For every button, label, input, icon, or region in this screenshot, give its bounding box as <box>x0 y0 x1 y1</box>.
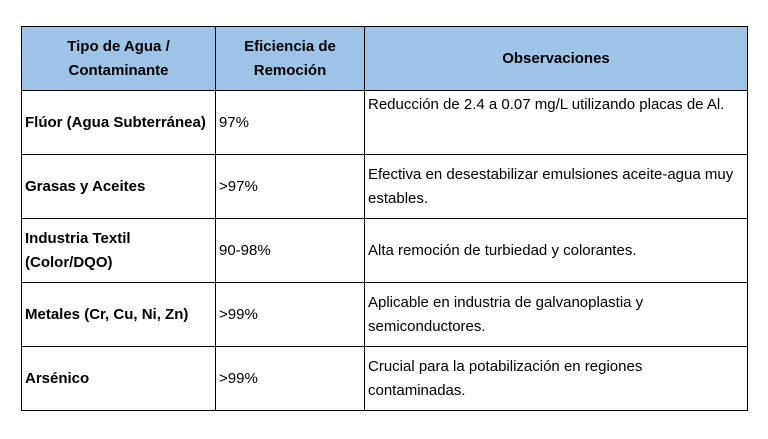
cell-water-type: Industria Textil (Color/DQO) <box>22 219 216 283</box>
cell-efficiency: >99% <box>216 283 365 347</box>
cell-efficiency: >99% <box>216 347 365 411</box>
cell-efficiency: 97% <box>216 91 365 155</box>
table-header-row <box>22 27 748 91</box>
header-observations: Observaciones <box>365 27 748 91</box>
table-row <box>22 283 748 347</box>
table-row <box>22 155 748 219</box>
cell-water-type: Arsénico <box>22 347 216 411</box>
cell-observation: Reducción de 2.4 a 0.07 mg/L utilizando placas de Al. <box>365 91 748 155</box>
cell-water-type: Grasas y Aceites <box>22 155 216 219</box>
cell-observation: Crucial para la potabilización en regiones contaminadas. <box>365 347 748 411</box>
cell-water-type: Flúor (Agua Subterránea) <box>22 91 216 155</box>
table-row <box>22 347 748 411</box>
removal-efficiency-table <box>21 26 748 411</box>
cell-observation: Alta remoción de turbiedad y colorantes. <box>365 219 748 283</box>
header-water-type: Tipo de Agua / Contaminante <box>22 27 216 91</box>
table-row <box>22 91 748 155</box>
cell-efficiency: 90-98% <box>216 219 365 283</box>
cell-observation: Aplicable en industria de galvanoplastia y semiconductores. <box>365 283 748 347</box>
table-row <box>22 219 748 283</box>
cell-water-type: Metales (Cr, Cu, Ni, Zn) <box>22 283 216 347</box>
cell-efficiency: >97% <box>216 155 365 219</box>
cell-observation: Efectiva en desestabilizar emulsiones aceite-agua muy estables. <box>365 155 748 219</box>
header-removal-efficiency: Eficiencia de Remoción <box>216 27 365 91</box>
